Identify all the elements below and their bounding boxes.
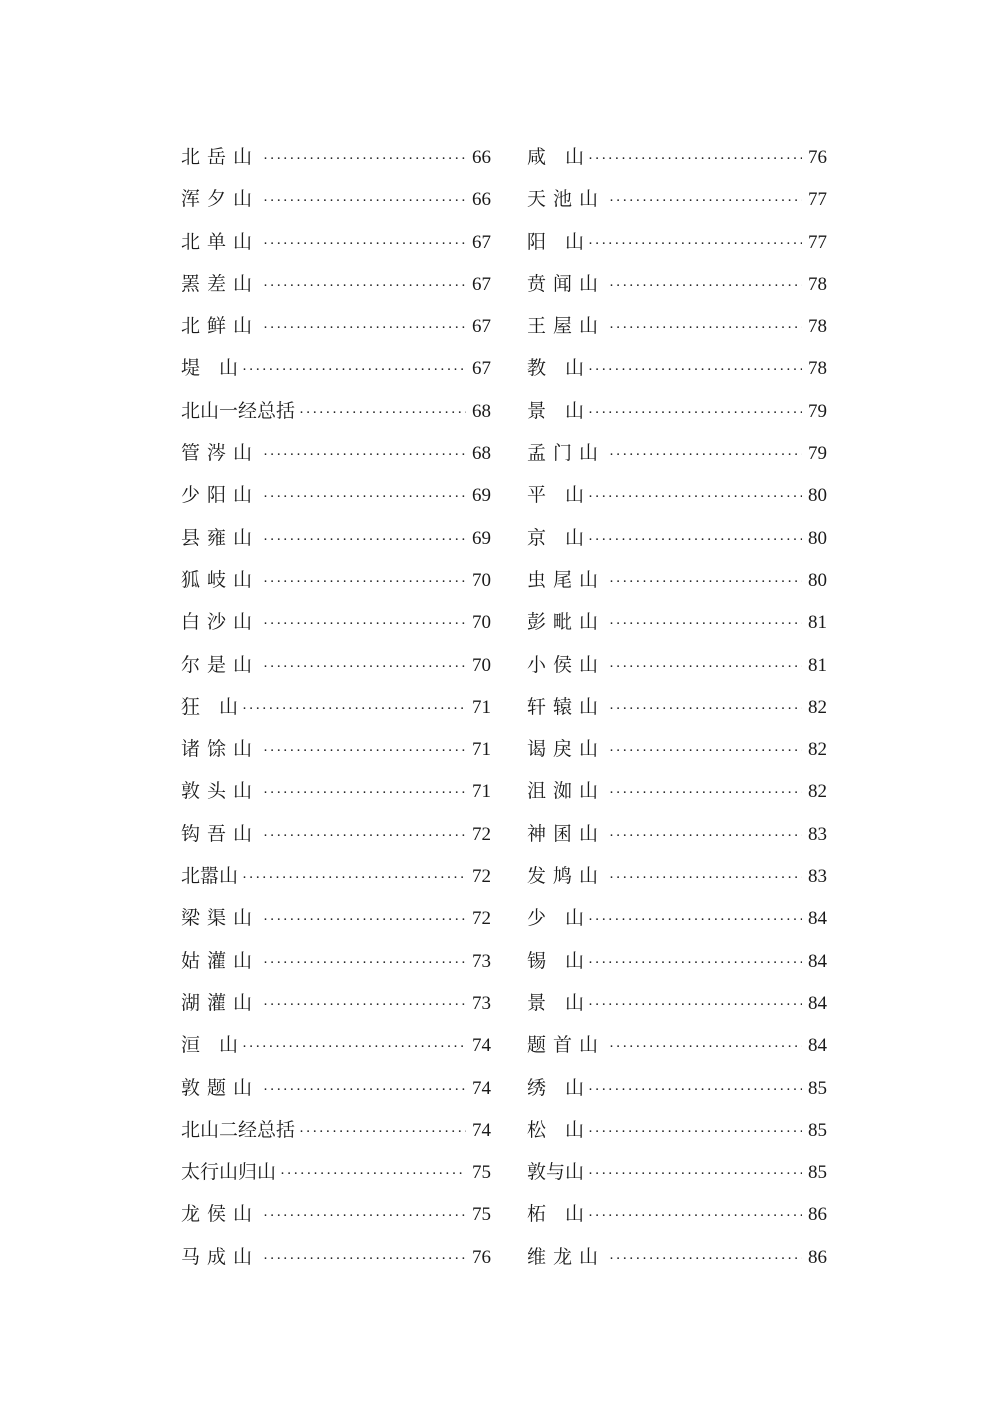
toc-entry-title: 浑夕山 xyxy=(181,188,260,211)
toc-entry[interactable] xyxy=(527,940,827,982)
toc-entry-page-number: 77 xyxy=(808,231,827,253)
dot-leader xyxy=(609,434,802,476)
toc-entry[interactable] xyxy=(527,263,827,305)
toc-entry[interactable] xyxy=(527,474,827,516)
toc-entry-page-number: 82 xyxy=(808,739,827,761)
toc-entry-title: 沮洳山 xyxy=(527,780,606,803)
toc-entry[interactable] xyxy=(181,390,491,432)
toc-entry[interactable] xyxy=(181,517,491,559)
dot-leader xyxy=(263,603,466,645)
dot-leader xyxy=(263,815,466,857)
toc-entry-title: 谒戾山 xyxy=(527,738,606,761)
dot-leader xyxy=(263,1238,466,1280)
dot-leader xyxy=(588,1153,802,1195)
toc-entry-title: 轩辕山 xyxy=(527,695,606,718)
toc-entry[interactable] xyxy=(181,686,491,728)
dot-leader xyxy=(280,1153,466,1195)
toc-entry[interactable] xyxy=(181,728,491,770)
dot-leader xyxy=(609,857,802,899)
dot-leader xyxy=(588,984,802,1026)
toc-entry-title: 钩吾山 xyxy=(181,822,260,845)
toc-entry-title: 教 山 xyxy=(527,357,585,380)
toc-entry[interactable] xyxy=(527,347,827,389)
toc-left-column xyxy=(181,136,491,1278)
dot-leader xyxy=(263,1195,466,1237)
toc-entry[interactable] xyxy=(181,813,491,855)
toc-entry[interactable] xyxy=(181,305,491,347)
toc-entry[interactable] xyxy=(527,1024,827,1066)
toc-entry[interactable] xyxy=(527,982,827,1024)
toc-entry-title: 少阳山 xyxy=(181,484,260,507)
toc-entry-page-number: 79 xyxy=(808,443,827,465)
toc-entry-page-number: 74 xyxy=(472,1119,491,1141)
toc-entry[interactable] xyxy=(181,982,491,1024)
dot-leader xyxy=(609,688,802,730)
toc-entry-page-number: 81 xyxy=(808,654,827,676)
toc-entry-title: 敦题山 xyxy=(181,1076,260,1099)
toc-entry-page-number: 70 xyxy=(472,569,491,591)
toc-entry-title: 柘 山 xyxy=(527,1203,585,1226)
toc-entry[interactable] xyxy=(181,263,491,305)
toc-entry-title: 景 山 xyxy=(527,399,585,422)
toc-entry[interactable] xyxy=(527,136,827,178)
toc-entry[interactable] xyxy=(527,390,827,432)
dot-leader xyxy=(299,1111,466,1153)
dot-leader xyxy=(263,984,466,1026)
toc-entry[interactable] xyxy=(527,686,827,728)
toc-entry-title: 王屋山 xyxy=(527,315,606,338)
toc-entry-title: 诸馀山 xyxy=(181,738,260,761)
toc-entry-title: 北山一经总括 xyxy=(181,399,296,422)
toc-entry-title: 太行山归山 xyxy=(181,1161,277,1184)
toc-entry[interactable] xyxy=(527,813,827,855)
toc-entry-page-number: 82 xyxy=(808,696,827,718)
toc-entry[interactable] xyxy=(181,136,491,178)
toc-entry[interactable] xyxy=(527,1151,827,1193)
toc-entry-page-number: 70 xyxy=(472,612,491,634)
dot-leader xyxy=(588,1111,802,1153)
toc-right-column xyxy=(527,136,827,1278)
toc-entry-page-number: 78 xyxy=(808,316,827,338)
toc-entry-title: 孟门山 xyxy=(527,442,606,465)
toc-entry-title: 发鸠山 xyxy=(527,865,606,888)
toc-entry-page-number: 67 xyxy=(472,316,491,338)
dot-leader xyxy=(242,688,466,730)
toc-entry[interactable] xyxy=(181,221,491,263)
dot-leader xyxy=(588,899,802,941)
toc-entry[interactable] xyxy=(181,432,491,474)
dot-leader xyxy=(263,180,466,222)
toc-entry-page-number: 75 xyxy=(472,1204,491,1226)
toc-entry-page-number: 71 xyxy=(472,739,491,761)
dot-leader xyxy=(609,180,802,222)
toc-entry-page-number: 73 xyxy=(472,992,491,1014)
toc-entry-title: 北嚣山 xyxy=(181,865,239,888)
dot-leader xyxy=(588,1069,802,1111)
dot-leader xyxy=(263,730,466,772)
toc-entry-title: 北山二经总括 xyxy=(181,1118,296,1141)
toc-entry-page-number: 72 xyxy=(472,908,491,930)
toc-entry[interactable] xyxy=(527,305,827,347)
toc-entry-title: 梁渠山 xyxy=(181,907,260,930)
toc-entry-page-number: 80 xyxy=(808,485,827,507)
toc-entry[interactable] xyxy=(181,1109,491,1151)
dot-leader xyxy=(588,476,802,518)
toc-entry-title: 彭毗山 xyxy=(527,611,606,634)
toc-entry-title: 敦与山 xyxy=(527,1161,585,1184)
toc-entry-title: 少 山 xyxy=(527,907,585,930)
toc-entry[interactable] xyxy=(527,644,827,686)
dot-leader xyxy=(588,349,802,391)
dot-leader xyxy=(263,899,466,941)
toc-entry-page-number: 68 xyxy=(472,443,491,465)
toc-entry-title: 管涔山 xyxy=(181,442,260,465)
dot-leader xyxy=(263,307,466,349)
toc-entry[interactable] xyxy=(181,940,491,982)
toc-entry-page-number: 67 xyxy=(472,358,491,380)
toc-entry-page-number: 78 xyxy=(808,358,827,380)
toc-entry[interactable] xyxy=(181,601,491,643)
dot-leader xyxy=(263,772,466,814)
dot-leader xyxy=(609,815,802,857)
toc-entry-title: 景 山 xyxy=(527,991,585,1014)
toc-entry[interactable] xyxy=(527,178,827,220)
toc-entry-title: 敦头山 xyxy=(181,780,260,803)
toc-entry-page-number: 83 xyxy=(808,823,827,845)
toc-entry-title: 松 山 xyxy=(527,1118,585,1141)
toc-entry-title: 天池山 xyxy=(527,188,606,211)
toc-entry-page-number: 84 xyxy=(808,950,827,972)
toc-entry-page-number: 69 xyxy=(472,527,491,549)
toc-entry[interactable] xyxy=(527,728,827,770)
dot-leader xyxy=(588,138,802,180)
toc-entry-title: 小侯山 xyxy=(527,653,606,676)
toc-entry[interactable] xyxy=(181,644,491,686)
toc-entry[interactable] xyxy=(527,1109,827,1151)
toc-entry-page-number: 67 xyxy=(472,231,491,253)
toc-entry[interactable] xyxy=(527,1067,827,1109)
toc-entry-page-number: 74 xyxy=(472,1035,491,1057)
toc-entry-page-number: 84 xyxy=(808,908,827,930)
toc-entry-page-number: 74 xyxy=(472,1077,491,1099)
toc-entry-title: 京 山 xyxy=(527,526,585,549)
toc-entry[interactable] xyxy=(527,221,827,263)
dot-leader xyxy=(609,646,802,688)
toc-entry[interactable] xyxy=(527,559,827,601)
toc-entry-page-number: 78 xyxy=(808,273,827,295)
toc-entry-page-number: 66 xyxy=(472,189,491,211)
toc-entry-page-number: 73 xyxy=(472,950,491,972)
dot-leader xyxy=(242,349,466,391)
toc-entry-title: 阳 山 xyxy=(527,230,585,253)
dot-leader xyxy=(588,1195,802,1237)
dot-leader xyxy=(263,138,466,180)
toc-entry[interactable] xyxy=(181,347,491,389)
dot-leader xyxy=(263,223,466,265)
toc-entry-page-number: 85 xyxy=(808,1119,827,1141)
toc-entry-page-number: 85 xyxy=(808,1077,827,1099)
toc-entry-title: 北岳山 xyxy=(181,146,260,168)
toc-entry-title: 咸 山 xyxy=(527,146,585,168)
toc-entry-title: 绣 山 xyxy=(527,1076,585,1099)
toc-entry-page-number: 79 xyxy=(808,400,827,422)
toc-entry-page-number: 86 xyxy=(808,1204,827,1226)
dot-leader xyxy=(609,603,802,645)
dot-leader xyxy=(609,730,802,772)
toc-entry-title: 姑灌山 xyxy=(181,949,260,972)
dot-leader xyxy=(609,307,802,349)
toc-entry-title: 龙侯山 xyxy=(181,1203,260,1226)
dot-leader xyxy=(609,265,802,307)
toc-entry-title: 湖灌山 xyxy=(181,991,260,1014)
toc-entry-title: 罴差山 xyxy=(181,272,260,295)
toc-entry[interactable] xyxy=(527,855,827,897)
toc-entry-page-number: 66 xyxy=(472,147,491,168)
dot-leader xyxy=(609,561,802,603)
toc-entry-page-number: 81 xyxy=(808,612,827,634)
toc-entry-page-number: 83 xyxy=(808,866,827,888)
toc-entry-page-number: 76 xyxy=(808,147,827,168)
toc-entry[interactable] xyxy=(527,1193,827,1235)
toc-entry-page-number: 72 xyxy=(472,823,491,845)
toc-entry[interactable] xyxy=(181,1193,491,1235)
toc-entry-page-number: 80 xyxy=(808,527,827,549)
toc-entry[interactable] xyxy=(181,559,491,601)
toc-entry-title: 北鲜山 xyxy=(181,315,260,338)
toc-entry-title: 维龙山 xyxy=(527,1245,606,1268)
toc-entry-title: 虫尾山 xyxy=(527,568,606,591)
toc-entry-page-number: 69 xyxy=(472,485,491,507)
toc-entry[interactable] xyxy=(181,1151,491,1193)
dot-leader xyxy=(263,434,466,476)
toc-entry-page-number: 68 xyxy=(472,400,491,422)
toc-entry-title: 题首山 xyxy=(527,1034,606,1057)
toc-entry-title: 县雍山 xyxy=(181,526,260,549)
toc-entry[interactable] xyxy=(181,178,491,220)
toc-entry-title: 白沙山 xyxy=(181,611,260,634)
toc-entry[interactable] xyxy=(527,432,827,474)
toc-entry-page-number: 77 xyxy=(808,189,827,211)
toc-entry-title: 洹 山 xyxy=(181,1034,239,1057)
toc-entry[interactable] xyxy=(181,1236,491,1278)
dot-leader xyxy=(609,1238,802,1280)
toc-entry[interactable] xyxy=(527,517,827,559)
dot-leader xyxy=(263,1069,466,1111)
toc-entry[interactable] xyxy=(181,1067,491,1109)
toc-entry-title: 贲闻山 xyxy=(527,272,606,295)
dot-leader xyxy=(588,519,802,561)
toc-entry-page-number: 71 xyxy=(472,696,491,718)
toc-entry[interactable] xyxy=(181,1024,491,1066)
dot-leader xyxy=(263,646,466,688)
dot-leader xyxy=(609,772,802,814)
toc-entry-page-number: 86 xyxy=(808,1246,827,1268)
toc-entry[interactable] xyxy=(527,897,827,939)
toc-entry-title: 狐岐山 xyxy=(181,568,260,591)
toc-entry-page-number: 82 xyxy=(808,781,827,803)
dot-leader xyxy=(242,1026,466,1068)
toc-entry[interactable] xyxy=(181,897,491,939)
toc-entry-page-number: 84 xyxy=(808,1035,827,1057)
toc-entry[interactable] xyxy=(181,770,491,812)
toc-entry[interactable] xyxy=(527,601,827,643)
dot-leader xyxy=(263,519,466,561)
dot-leader xyxy=(609,1026,802,1068)
toc-entry-page-number: 85 xyxy=(808,1162,827,1184)
toc-entry[interactable] xyxy=(527,1236,827,1278)
toc-entry-title: 锡 山 xyxy=(527,949,585,972)
toc-entry-page-number: 80 xyxy=(808,569,827,591)
toc-entry-title: 堤 山 xyxy=(181,357,239,380)
dot-leader xyxy=(588,942,802,984)
toc-entry-title: 尔是山 xyxy=(181,653,260,676)
toc-entry-page-number: 72 xyxy=(472,866,491,888)
dot-leader xyxy=(299,392,466,434)
toc-entry-title: 狂 山 xyxy=(181,695,239,718)
toc-entry-page-number: 70 xyxy=(472,654,491,676)
dot-leader xyxy=(263,265,466,307)
toc-entry-page-number: 75 xyxy=(472,1162,491,1184)
dot-leader xyxy=(588,223,802,265)
toc-entry[interactable] xyxy=(527,770,827,812)
dot-leader xyxy=(263,561,466,603)
toc-entry-page-number: 67 xyxy=(472,273,491,295)
toc-entry[interactable] xyxy=(181,855,491,897)
toc-entry-page-number: 84 xyxy=(808,992,827,1014)
toc-entry-title: 神囷山 xyxy=(527,822,606,845)
dot-leader xyxy=(588,392,802,434)
dot-leader xyxy=(263,476,466,518)
toc-entry-title: 北单山 xyxy=(181,230,260,253)
toc-entry-title: 平 山 xyxy=(527,484,585,507)
toc-entry-page-number: 71 xyxy=(472,781,491,803)
toc-entry[interactable] xyxy=(181,474,491,516)
toc-entry-title: 马成山 xyxy=(181,1245,260,1268)
toc-entry-page-number: 76 xyxy=(472,1246,491,1268)
dot-leader xyxy=(242,857,466,899)
dot-leader xyxy=(263,942,466,984)
